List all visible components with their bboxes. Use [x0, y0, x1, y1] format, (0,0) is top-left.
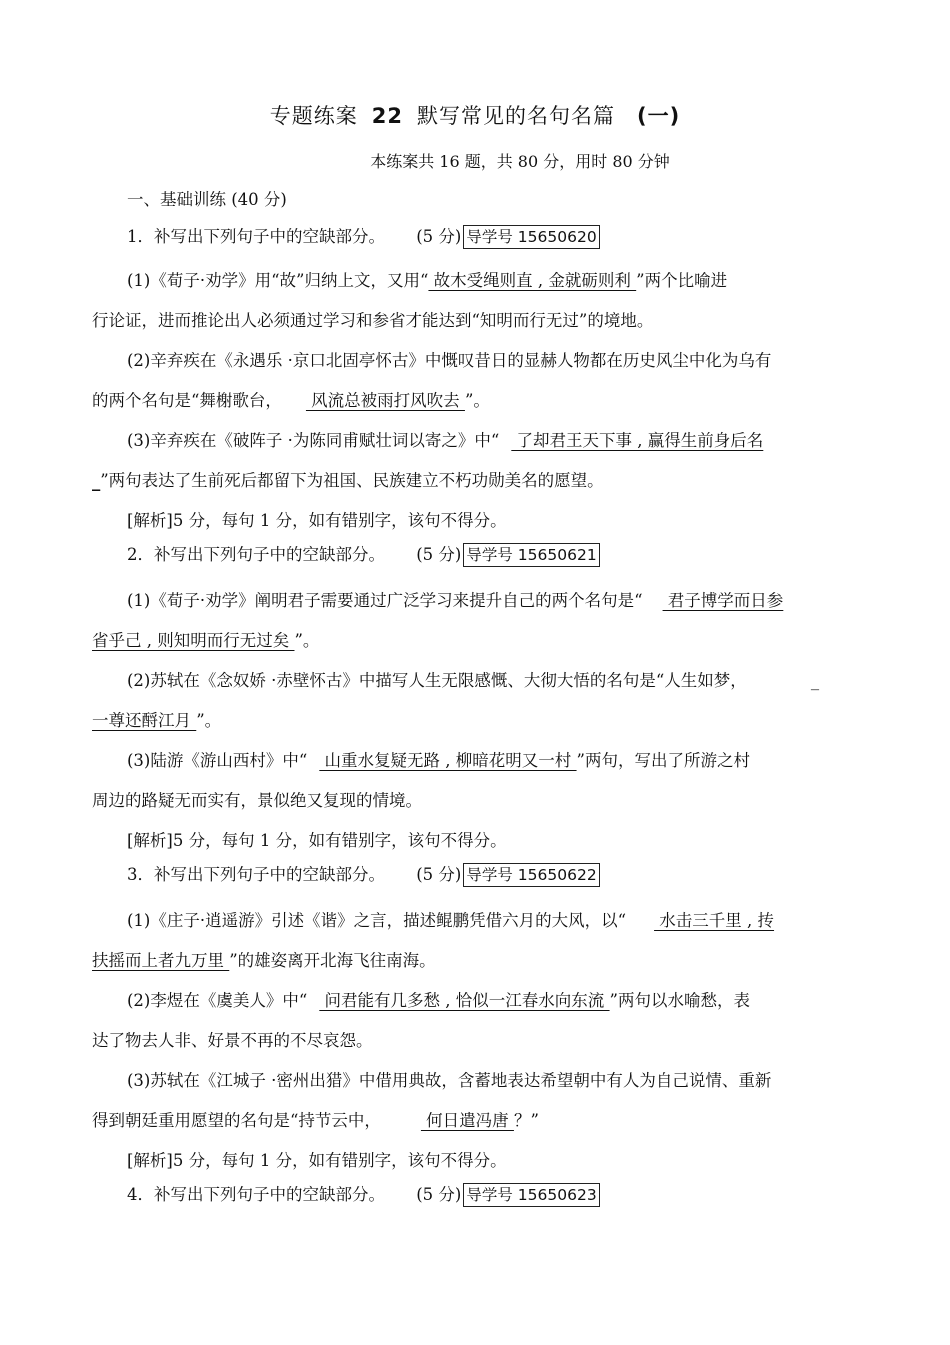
q3-p2-text-end: ”两句以水喻愁，表: [609, 991, 750, 1010]
q3-p1-text-end: ”的雄姿离开北海飞往南海。: [229, 951, 436, 970]
q2-p1-text-end: ”。: [294, 631, 320, 650]
page-title: [0, 100, 950, 130]
q2-p1-answer-cont: 省乎己 , 则知明而行无过矣: [92, 631, 295, 650]
q2-p1-line2: [92, 629, 319, 653]
q2-analysis: [解析]5 分，每句 1 分，如有错别字，该句不得分。: [127, 831, 507, 850]
q3-p1-line2: [92, 949, 436, 973]
q1-p2-answer: 风流总被雨打风吹去: [305, 391, 465, 410]
q3-p3-text-end: ？”: [513, 1111, 539, 1130]
q1-score: (5 分): [416, 227, 462, 246]
q3-analysis: [解析]5 分，每句 1 分，如有错别字，该句不得分。: [127, 1151, 507, 1170]
q1-p3-line2: [92, 469, 604, 493]
q1-p1-text: (1)《荀子·劝学》用“故”归纳上文，又用“: [127, 271, 429, 290]
q4-stem-line: [127, 1183, 600, 1207]
q3-p1-line1: [127, 909, 774, 933]
page-subtitle: 本练案共 16 题，共 80 分，用时 80 分钟: [370, 152, 670, 171]
q3-p1-answer-cont: 扶摇而上者九万里: [92, 951, 230, 970]
title-paren: (一): [637, 104, 681, 128]
q1-p1-text-end: ”两个比喻进: [636, 271, 728, 290]
q2-p2-text-end: ”。: [196, 711, 222, 730]
q2-stem-line: [127, 543, 600, 567]
q1-p3-line1: [127, 429, 763, 453]
q2-p1-line1: [127, 589, 783, 613]
q3-guide-box: 导学号 15650622: [463, 863, 599, 887]
q3-stem-line: [127, 863, 600, 887]
q1-p2-text-end: ”。: [464, 391, 490, 410]
q1-stem: 1．补写出下列句子中的空缺部分。: [127, 227, 385, 246]
q3-score: (5 分): [416, 865, 462, 884]
q3-p1-text: (1)《庄子·逍遥游》引述《谐》之言，描述鲲鹏凭借六月的大风，以“: [127, 911, 627, 930]
q3-p3-line2: [92, 1109, 539, 1133]
q4-score: (5 分): [416, 1185, 462, 1204]
title-main: 默写常见的名句名篇: [417, 104, 616, 128]
q3-p2-line1: [127, 989, 750, 1013]
q2-stem: 2．补写出下列句子中的空缺部分。: [127, 545, 385, 564]
q3-stem: 3．补写出下列句子中的空缺部分。: [127, 865, 385, 884]
q2-p3-line1: [127, 749, 750, 773]
q3-p3-line1: (3)苏轼在《江城子 ·密州出猎》中借用典故，含蓄地表达希望朝中有人为自己说情、重新: [127, 1071, 772, 1090]
q1-p1-line2: 行论证，进而推论出人必须通过学习和参省才能达到“知明而行无过”的境地。: [92, 311, 654, 330]
q3-p1-answer: 水击三千里 , 抟: [654, 911, 775, 930]
q3-p3-answer: 何日遣冯唐: [420, 1111, 514, 1130]
q2-score: (5 分): [416, 545, 462, 564]
q1-p2-text: 的两个名句是“舞榭歌台，: [92, 391, 282, 410]
q1-p2-line1: (2)辛弃疾在《永遇乐 ·京口北固亭怀古》中慨叹昔日的显赫人物都在历史风尘中化为乌有: [127, 351, 772, 370]
q1-p1-answer: 故木受绳则直 , 金就砺则利: [428, 271, 637, 290]
q2-p1-answer: 君子博学而日参: [662, 591, 784, 610]
q2-p2-answer: _: [810, 671, 820, 690]
q1-analysis: [解析]5 分，每句 1 分，如有错别字，该句不得分。: [127, 511, 507, 530]
q2-guide-box: 导学号 15650621: [463, 543, 599, 567]
q1-p3-text: (3)辛弃疾在《破阵子 ·为陈同甫赋壮词以寄之》中“: [127, 431, 500, 450]
q1-p2-line2: [92, 389, 490, 413]
q2-p2-answer-cont: 一尊还酹江月: [92, 711, 197, 730]
q2-p2-line1: [127, 669, 819, 693]
q1-guide-box: 导学号 15650620: [463, 225, 599, 249]
q4-guide-box: 导学号 15650623: [463, 1183, 599, 1207]
q3-p2-text: (2)李煜在《虞美人》中“: [127, 991, 308, 1010]
title-prefix: 专题练案: [269, 104, 358, 128]
q2-p3-text: (3)陆游《游山西村》中“: [127, 751, 308, 770]
q3-p2-answer: 问君能有几多愁 , 恰似一江春水向东流: [319, 991, 610, 1010]
title-number: 22: [371, 104, 404, 128]
section-heading: 一、基础训练 (40 分): [127, 190, 287, 209]
q2-p1-text: (1)《荀子·劝学》阐明君子需要通过广泛学习来提升自己的两个名句是“: [127, 591, 643, 610]
q1-p3-text-end: ”两句表达了生前死后都留下为祖国、民族建立不朽功勋美名的愿望。: [100, 471, 604, 490]
q2-p3-answer: 山重水复疑无路 , 柳暗花明又一村: [319, 751, 577, 770]
q1-p3-answer: 了却君王天下事 , 赢得生前身后名: [511, 431, 764, 450]
q1-stem-line: [127, 225, 600, 249]
q3-p3-text: 得到朝廷重用愿望的名句是“持节云中，: [92, 1111, 381, 1130]
q3-p2-line2: 达了物去人非、好景不再的不尽哀怨。: [92, 1031, 373, 1050]
q2-p2-text: (2)苏轼在《念奴娇 ·赤壁怀古》中描写人生无限感慨、大彻大悟的名句是“人生如梦，: [127, 671, 747, 690]
q2-p2-line2: [92, 709, 221, 733]
q2-p3-text-end: ”两句，写出了所游之村: [576, 751, 750, 770]
q2-p3-line2: 周边的路疑无而实有，景似绝又复现的情境。: [92, 791, 422, 810]
q1-p3-answer-cont: _: [92, 471, 101, 490]
q1-p1-line1: [127, 269, 727, 293]
q4-stem: 4．补写出下列句子中的空缺部分。: [127, 1185, 385, 1204]
